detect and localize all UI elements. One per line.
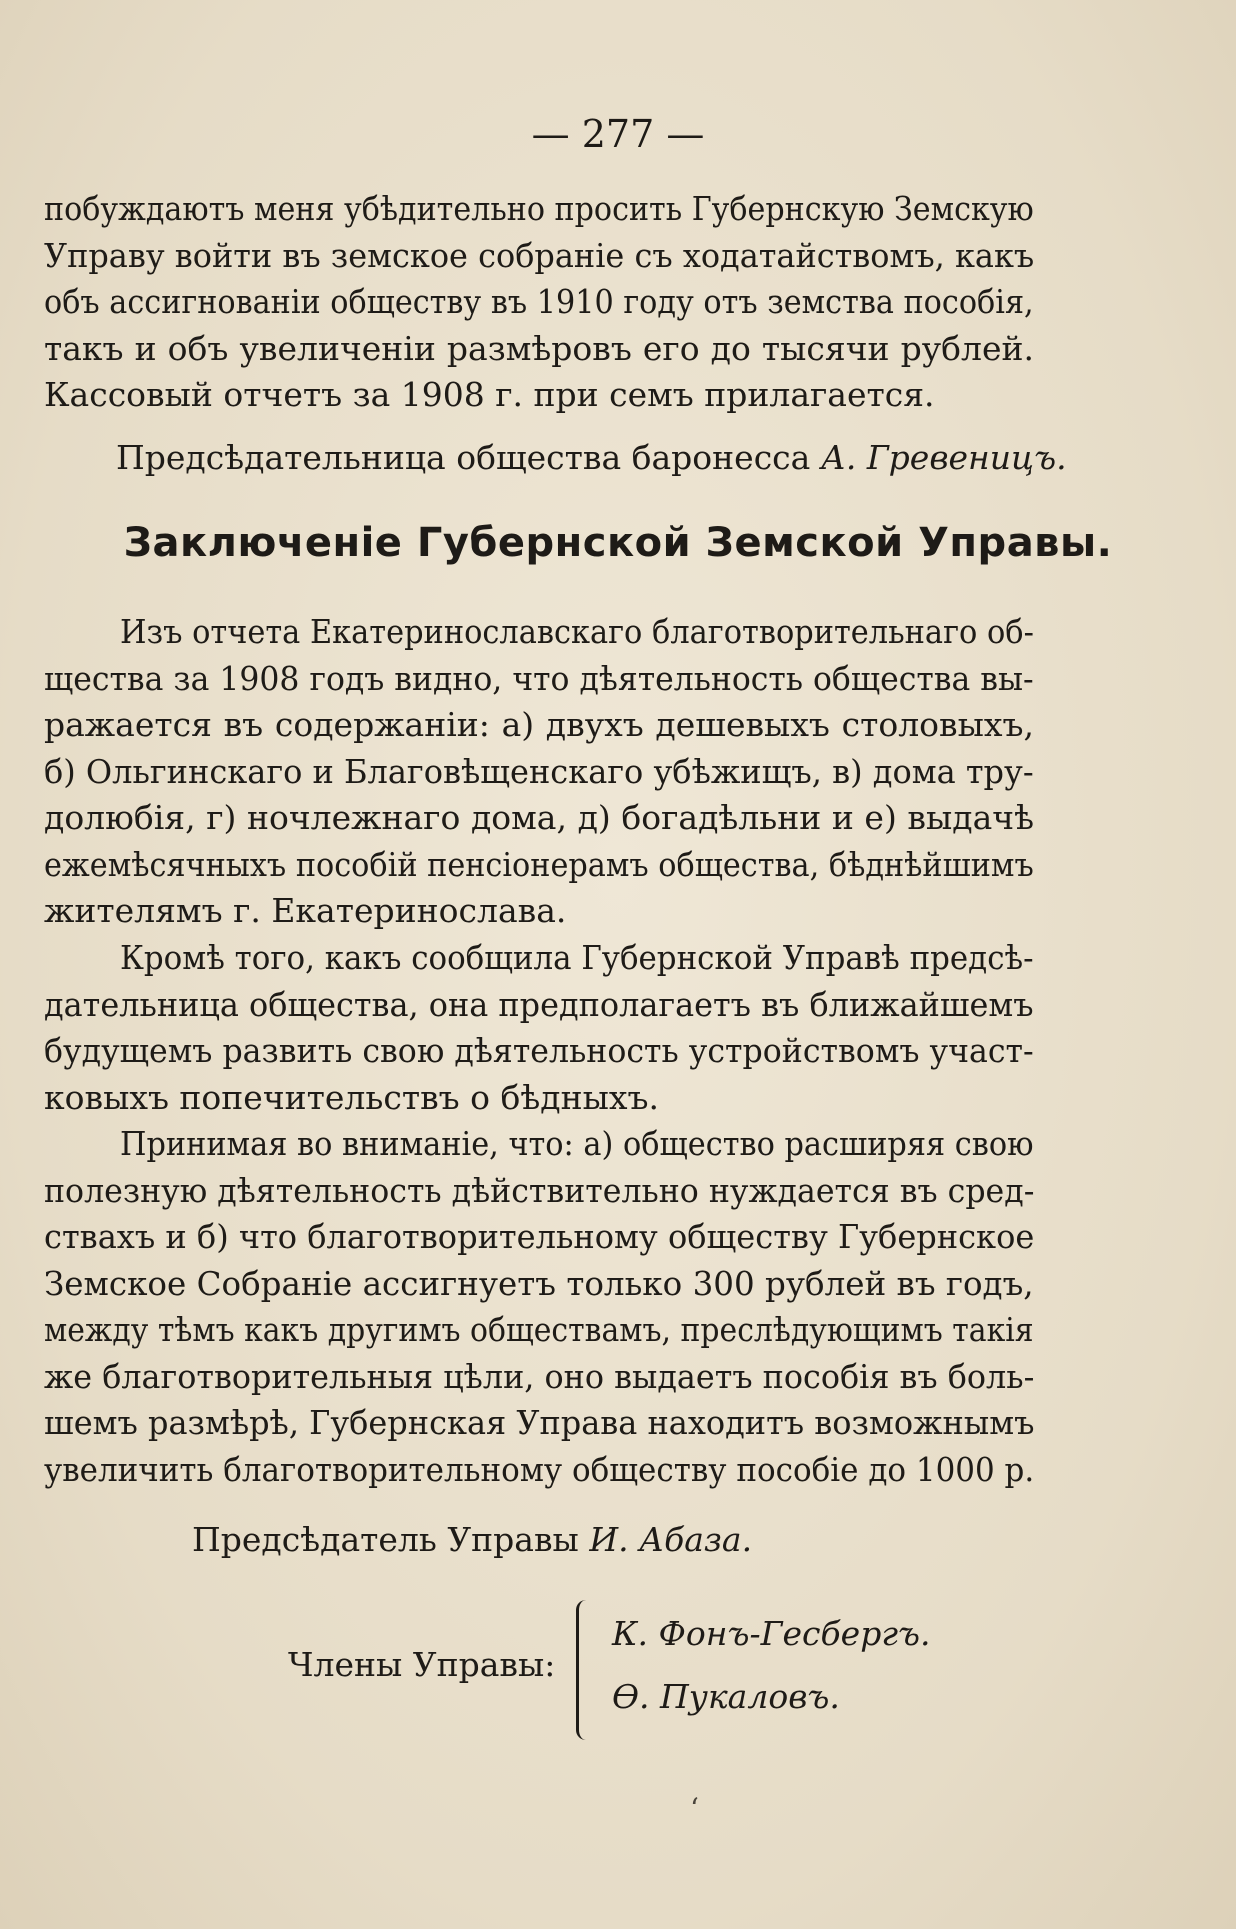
text-line: же благотворительныя цѣли, оно выдаетъ пособія въ боль- bbox=[44, 1356, 1035, 1396]
stray-mark: ‘ bbox=[690, 1792, 699, 1825]
signature-title: Предсѣдательница общества баронесса bbox=[116, 438, 811, 477]
text-line: объ ассигнованіи обществу въ 1910 году отъ земства пособія, bbox=[44, 282, 1034, 321]
chairman-signature bbox=[192, 1520, 752, 1559]
text-line: побуждаютъ меня убѣдительно просить Губернскую Земскую bbox=[44, 189, 1034, 228]
paragraph-2 bbox=[44, 935, 1034, 1121]
text-line: будущемъ развить свою дѣятельность устройствомъ участ- bbox=[44, 1031, 1034, 1070]
paragraph-3 bbox=[44, 1121, 1034, 1493]
text-line: Изъ отчета Екатеринославскаго благотворительнаго об- bbox=[120, 612, 1034, 651]
signature-name: И. Абаза. bbox=[589, 1520, 753, 1559]
text-line: шемъ размѣрѣ, Губернская Управа находитъ возможнымъ bbox=[44, 1403, 1035, 1442]
text-line: ражается въ содержаніи: а) двухъ дешевыхъ столовыхъ, bbox=[44, 705, 1034, 744]
text-line: щества за 1908 годъ видно, что дѣятельность общества вы- bbox=[44, 658, 1034, 698]
text-line: ствахъ и б) что благотворительному обществу Губернское bbox=[44, 1217, 1035, 1256]
text-line: Кассовый отчетъ за 1908 г. при семъ прилагается. bbox=[44, 375, 935, 414]
curly-brace bbox=[576, 1600, 593, 1740]
text-line: дательница общества, она предполагаетъ въ ближайшемъ bbox=[44, 984, 1034, 1024]
text-line: Управу войти въ земское собраніе съ ходатайствомъ, какъ bbox=[44, 235, 1035, 275]
text-line: долюбія, г) ночлежнаго дома, д) богадѣльни и е) выдачѣ bbox=[44, 798, 1034, 837]
text-line: Принимая во вниманіе, что: а) общество расширяя свою bbox=[120, 1124, 1034, 1163]
section-heading: Заключеніе Губернской Земской Управы. bbox=[123, 520, 1113, 566]
text-line: Земское Собраніе ассигнуетъ только 300 рублей въ годъ, bbox=[44, 1263, 1034, 1303]
text-line: между тѣмъ какъ другимъ обществамъ, преслѣдующимъ такія bbox=[44, 1310, 1034, 1349]
text-line: ежемѣсячныхъ пособій пенсіонерамъ общества, бѣднѣйшимъ bbox=[44, 844, 1034, 884]
text-line: Кромѣ того, какъ сообщила Губернской Управѣ предсѣ- bbox=[120, 938, 1034, 977]
text-line: жителямъ г. Екатеринослава. bbox=[44, 891, 567, 930]
text-line: полезную дѣятельность дѣйствительно нуждается въ сред- bbox=[44, 1170, 1035, 1210]
paragraph-1 bbox=[44, 609, 1034, 935]
chairwoman-signature bbox=[116, 438, 1067, 477]
text-line: б) Ольгинскаго и Благовѣщенскаго убѣжищъ, в) дома тру- bbox=[44, 751, 1034, 791]
page-number: — 277 — bbox=[531, 112, 705, 156]
top-paragraph bbox=[44, 186, 1034, 419]
member-name: Ѳ. Пукаловъ. bbox=[612, 1677, 840, 1716]
text-line: такъ и объ увеличеніи размѣровъ его до тысячи рублей. bbox=[44, 328, 1034, 368]
text-line: ковыхъ попечительствъ о бѣдныхъ. bbox=[44, 1077, 659, 1117]
member-name: К. Фонъ-Гесбергъ. bbox=[612, 1614, 931, 1653]
text-line: увеличить благотворительному обществу пособіе до 1000 р. bbox=[44, 1449, 1035, 1489]
members-label: Члены Управы: bbox=[288, 1645, 556, 1684]
signature-title: Предсѣдатель Управы bbox=[192, 1520, 579, 1559]
signature-name: А. Гревеницъ. bbox=[820, 438, 1067, 477]
